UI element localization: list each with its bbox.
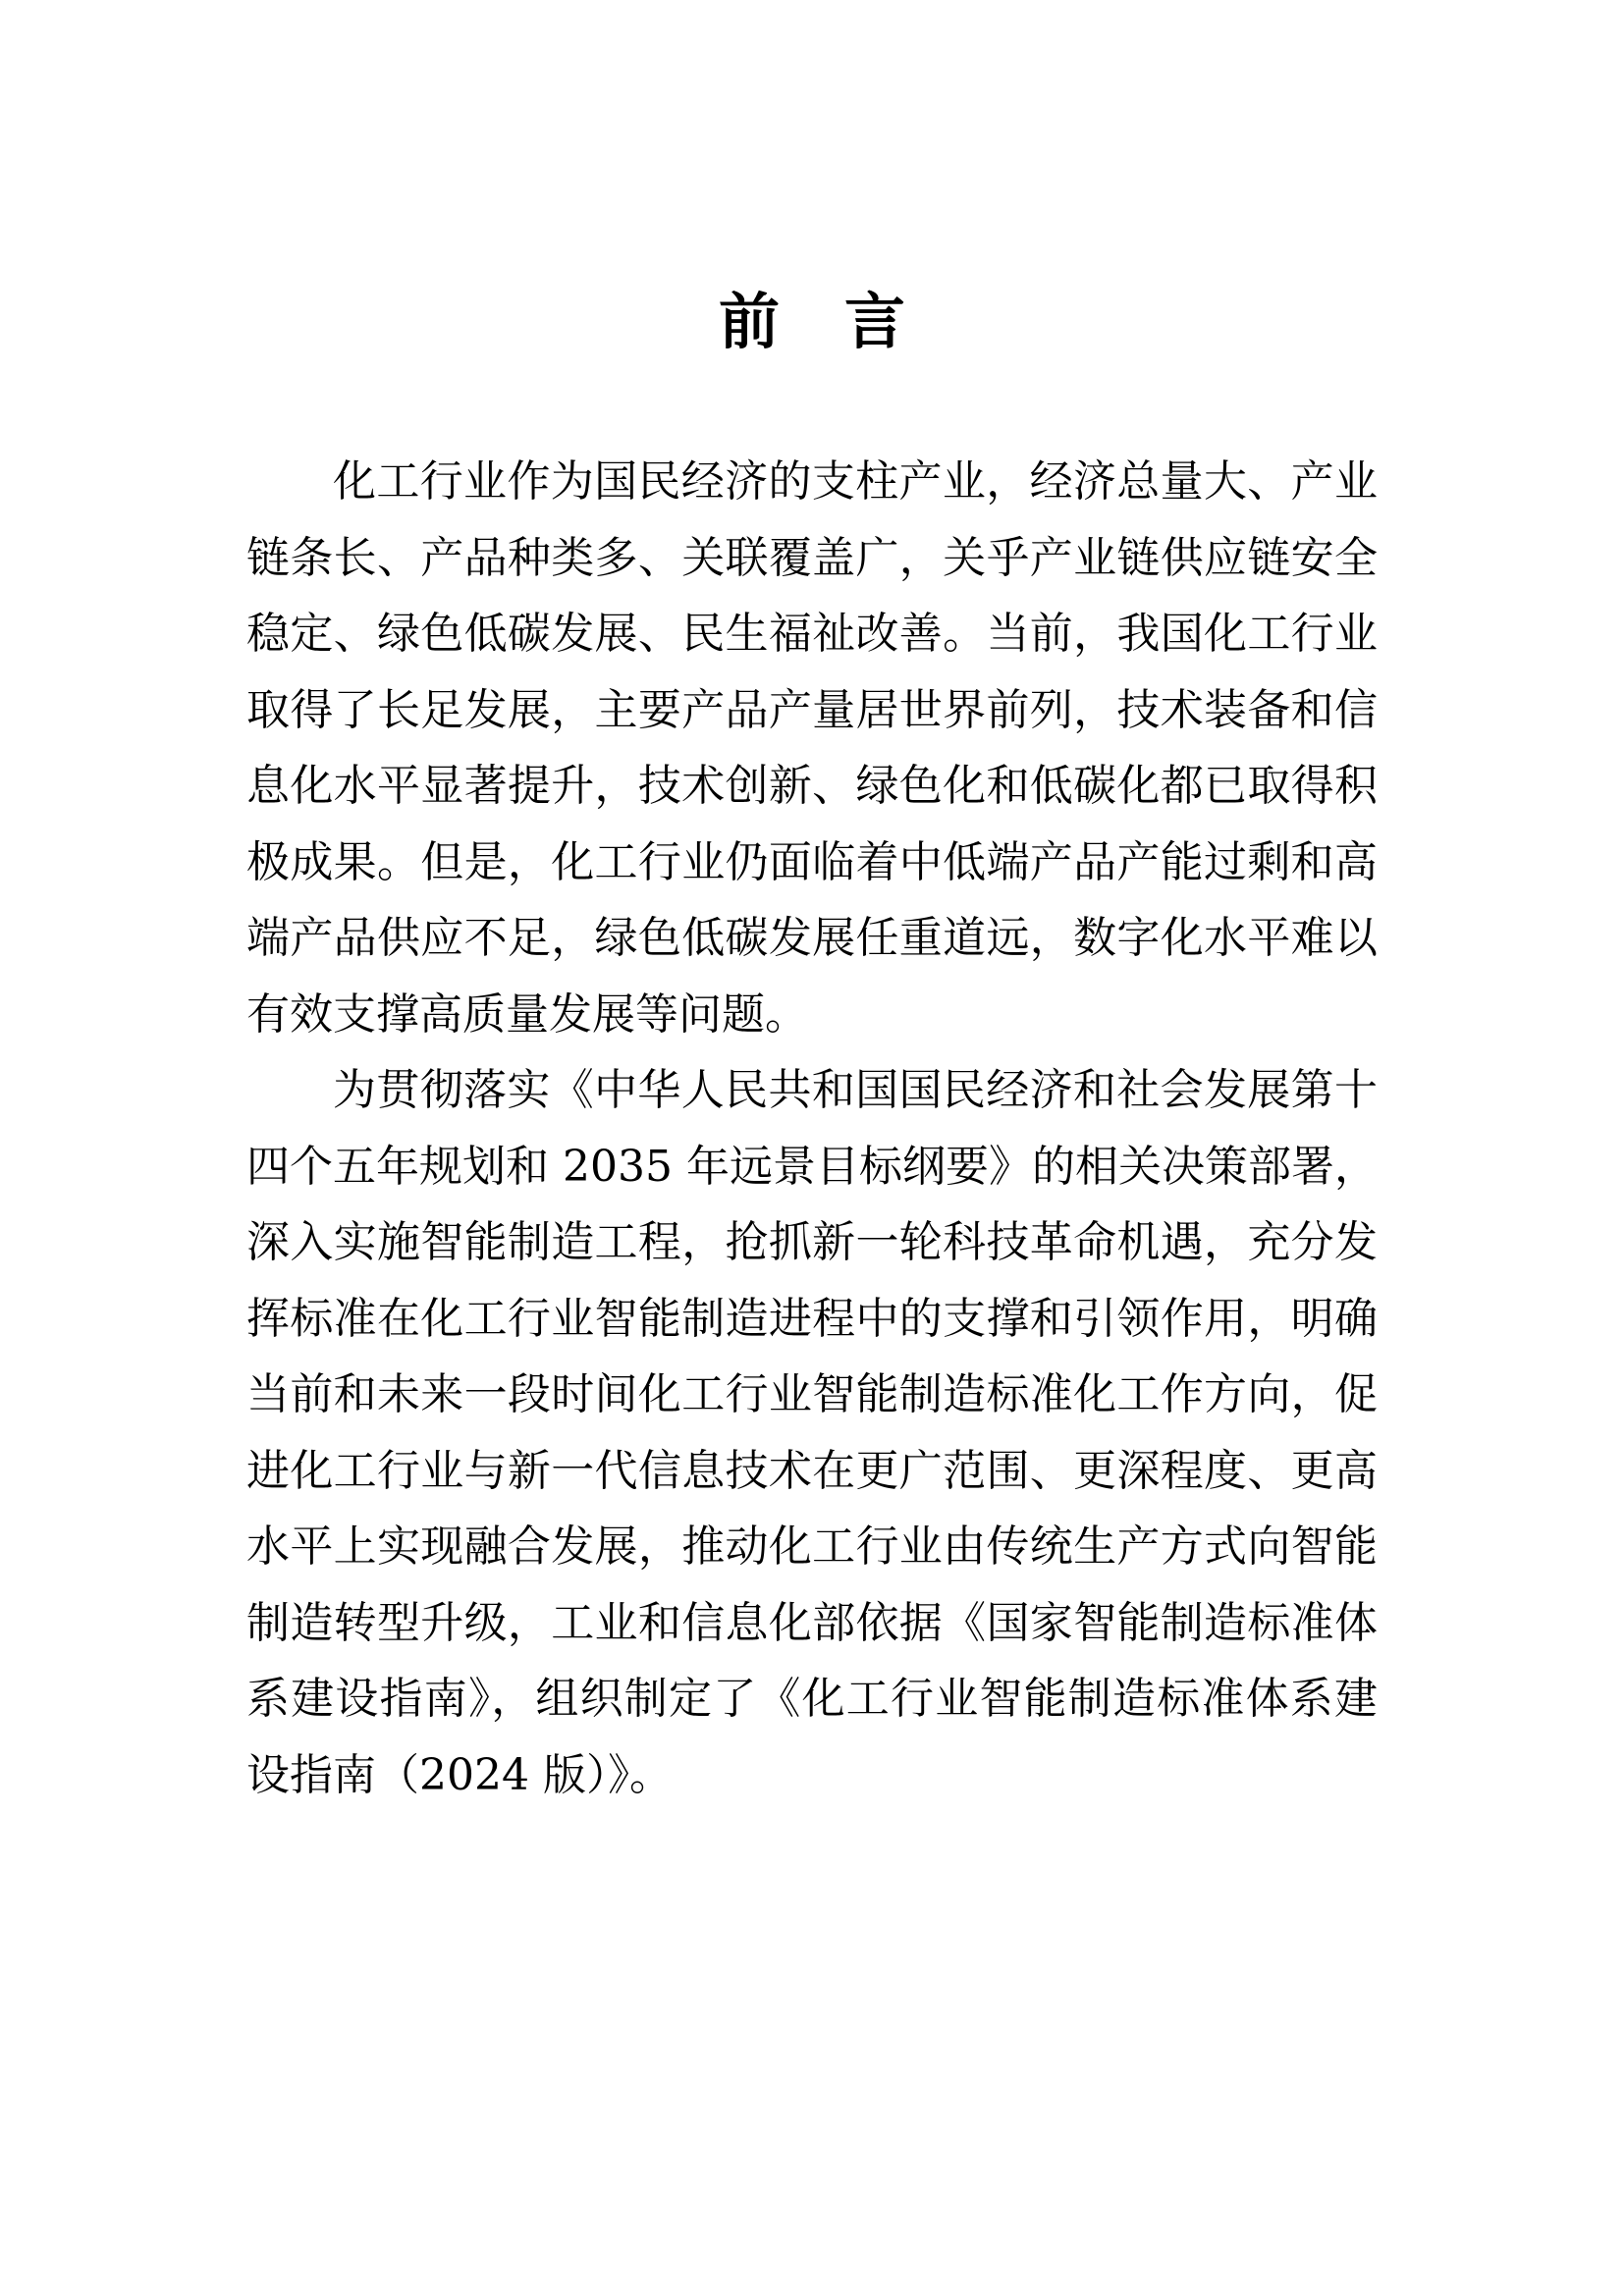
paragraph-1: [246, 444, 1378, 1052]
paragraph-line: 稳定、绿色低碳发展、民生福祉改善。当前，我国化工行业: [246, 609, 1378, 659]
paragraph-line: 进化工行业与新一代信息技术在更广范围、更深程度、更高: [246, 1445, 1378, 1496]
paragraph-line: 水平上实现融合发展，推动化工行业由传统生产方式向智能: [246, 1522, 1378, 1572]
paragraph-line: 制造转型升级，工业和信息化部依据《国家智能制造标准体: [246, 1597, 1378, 1648]
paragraph-line: 系建设指南》，组织制定了《化工行业智能制造标准体系建: [246, 1674, 1378, 1724]
paragraph-line: 端产品供应不足，绿色低碳发展任重道远，数字化水平难以: [246, 913, 1378, 963]
paragraph-line: 挥标准在化工行业智能制造进程中的支撑和引领作用，明确: [246, 1293, 1378, 1344]
paragraph-line: 息化水平显著提升，技术创新、绿色化和低碳化都已取得积: [246, 761, 1378, 811]
paragraph-line: 极成果。但是，化工行业仍面临着中低端产品产能过剩和高: [246, 836, 1378, 887]
paragraph-line: 有效支撑高质量发展等问题。: [246, 988, 808, 1040]
paragraph-line: 链条长、产品种类多、关联覆盖广，关乎产业链供应链安全: [246, 532, 1378, 583]
paragraph-2: [246, 1052, 1378, 1813]
body-text: [246, 444, 1378, 1813]
paragraph-line: 为贯彻落实《中华人民共和国国民经济和社会发展第十: [333, 1065, 1378, 1115]
paragraph-line: 四个五年规划和 2035 年远景目标纲要》的相关决策部署，: [246, 1141, 1378, 1192]
paragraph-line: 设指南（2024 版）》。: [246, 1749, 673, 1800]
paragraph-line: 取得了长足发展，主要产品产量居世界前列，技术装备和信: [246, 684, 1378, 735]
paragraph-line: 深入实施智能制造工程，抢抓新一轮科技革命机遇，充分发: [246, 1217, 1378, 1267]
paragraph-line: 当前和未来一段时间化工行业智能制造标准化工作方向，促: [246, 1369, 1378, 1419]
paragraph-line: 化工行业作为国民经济的支柱产业，经济总量大、产业: [333, 456, 1378, 507]
page-title: 前言: [718, 286, 970, 357]
